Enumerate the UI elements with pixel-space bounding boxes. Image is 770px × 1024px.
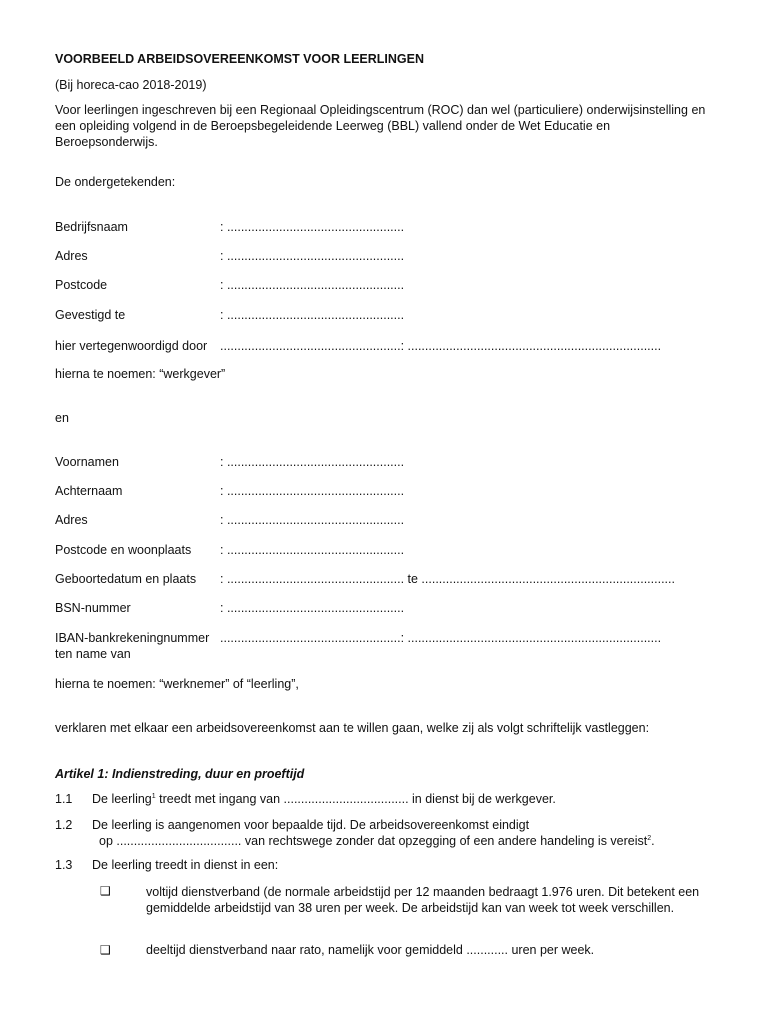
item-number: 1.2 bbox=[55, 818, 73, 832]
document-subtitle: (Bij horeca-cao 2018-2019) bbox=[55, 78, 207, 92]
document-title: VOORBEELD ARBEIDSOVEREENKOMST VOOR LEERLINGEN bbox=[55, 52, 425, 66]
fulltime-checkbox[interactable]: ❑ bbox=[100, 884, 111, 898]
bsn-field[interactable]: : ................................................... bbox=[220, 601, 405, 615]
located-field[interactable]: : ................................................... bbox=[220, 308, 405, 322]
employee-hereafter: hierna te noemen: “werknemer” of “leerling”, bbox=[55, 677, 299, 691]
item-1-3: De leerling treedt in dienst in een: bbox=[92, 858, 279, 872]
intro-paragraph: Voor leerlingen ingeschreven bij een Regionaal Opleidingscentrum (ROC) dan wel (particuliere) onderwijsinstelling en een opleiding volgend in de Beroepsbegeleidende Leerweg (BBL) vallend onder de Wet Educatie en Beroepsonderwijs. bbox=[55, 103, 706, 149]
company-name-label: Bedrijfsnaam bbox=[55, 220, 128, 234]
birth-field[interactable]: : ................................................... te ......................................................................... bbox=[220, 572, 675, 586]
item-text: . bbox=[651, 834, 655, 848]
item-1-2-line2 bbox=[99, 834, 655, 848]
located-label: Gevestigd te bbox=[55, 308, 126, 322]
represented-label: hier vertegenwoordigd door bbox=[55, 339, 208, 353]
undersigned-label: De ondergetekenden: bbox=[55, 175, 176, 189]
fulltime-option-text: voltijd dienstverband (de normale arbeidstijd per 12 maanden bedraagt 1.976 uren. Dit betekent een gemiddelde arbeidstijd van 38 uren per week. De arbeidstijd kan van week tot week verschillen. bbox=[146, 885, 700, 915]
birth-label: Geboortedatum en plaats bbox=[55, 572, 197, 586]
article-1-title: Artikel 1: Indienstreding, duur en proeftijd bbox=[55, 767, 305, 781]
item-text: De leerling bbox=[92, 792, 152, 806]
iban-label: IBAN-bankrekeningnummer bbox=[55, 631, 210, 645]
iban-holder-label: ten name van bbox=[55, 647, 131, 661]
employer-address-label: Adres bbox=[55, 249, 88, 263]
employee-address-label: Adres bbox=[55, 513, 88, 527]
employee-address-field[interactable]: : ................................................... bbox=[220, 513, 405, 527]
parttime-checkbox[interactable]: ❑ bbox=[100, 943, 111, 957]
item-1-2-line1: De leerling is aangenomen voor bepaalde tijd. De arbeidsovereenkomst eindigt bbox=[92, 818, 530, 832]
footnote-ref: 2 bbox=[647, 834, 652, 842]
item-number: 1.1 bbox=[55, 792, 73, 806]
item-text: treedt met ingang van .................................... in dienst bij de werkgever. bbox=[155, 792, 556, 806]
item-1-1 bbox=[92, 792, 556, 806]
employee-postcode-field[interactable]: : ................................................... bbox=[220, 543, 405, 557]
employer-hereafter: hierna te noemen: “werkgever” bbox=[55, 367, 226, 381]
item-text: op .................................... van rechtswege zonder dat opzegging of een andere handeling is vereist bbox=[99, 834, 648, 848]
lastname-label: Achternaam bbox=[55, 484, 123, 498]
employee-postcode-label: Postcode en woonplaats bbox=[55, 543, 192, 557]
footnote-ref: 1 bbox=[151, 792, 156, 800]
employer-postcode-field[interactable]: : ................................................... bbox=[220, 278, 405, 292]
company-name-field[interactable]: : ................................................... bbox=[220, 220, 405, 234]
firstnames-label: Voornamen bbox=[55, 455, 119, 469]
bsn-label: BSN-nummer bbox=[55, 601, 131, 615]
lastname-field[interactable]: : ................................................... bbox=[220, 484, 405, 498]
firstnames-field[interactable]: : ................................................... bbox=[220, 455, 405, 469]
declaration-text: verklaren met elkaar een arbeidsovereenkomst aan te willen gaan, welke zij als volgt schriftelijk vastleggen: bbox=[55, 721, 650, 735]
employer-address-field[interactable]: : ................................................... bbox=[220, 249, 405, 263]
employer-postcode-label: Postcode bbox=[55, 278, 108, 292]
iban-field[interactable]: ....................................................: ......................................................................... bbox=[220, 631, 662, 645]
item-number: 1.3 bbox=[55, 858, 73, 872]
and-label: en bbox=[55, 411, 69, 425]
represented-field[interactable]: ....................................................: ......................................................................... bbox=[220, 339, 662, 353]
parttime-option-text: deeltijd dienstverband naar rato, namelijk voor gemiddeld ............ uren per week. bbox=[146, 943, 595, 957]
